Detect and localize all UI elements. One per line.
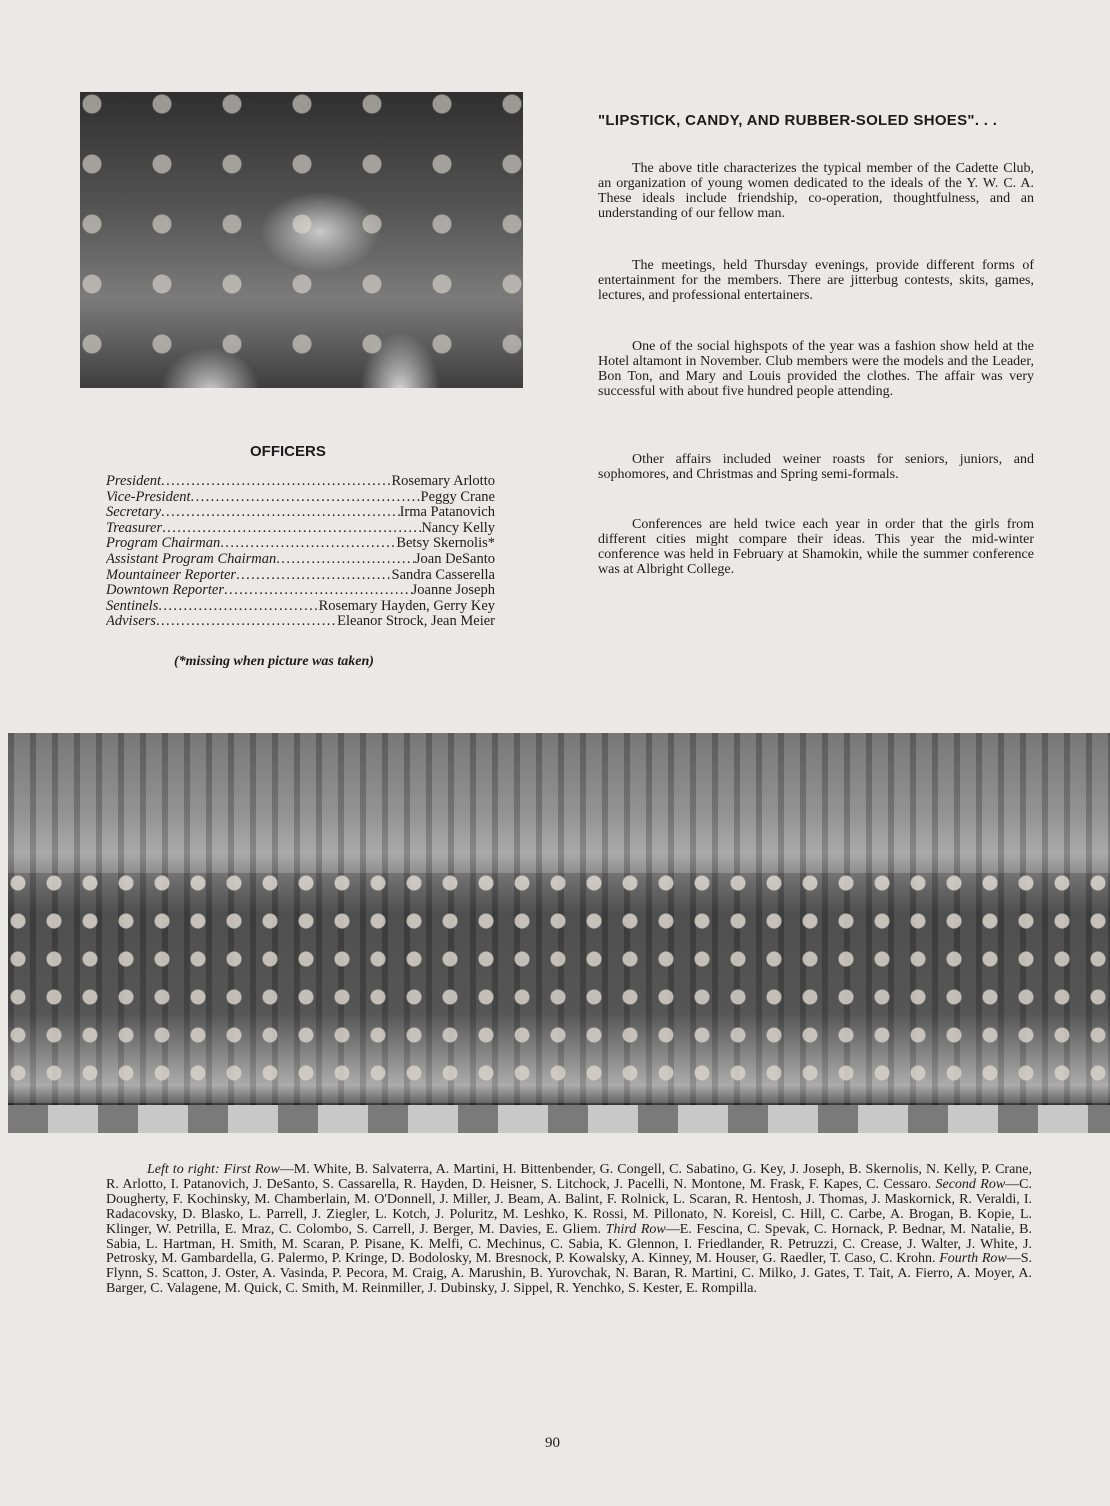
- officer-row: [106, 505, 495, 521]
- article-paragraph: Conferences are held twice each year in order that the girls from different cities might compare their ideas. This year the mid-winter conference was held in February at Shamokin, while the summer conference was at Albright College.: [598, 517, 1034, 577]
- officer-name: Rosemary Arlotto: [391, 474, 495, 489]
- officer-role: Assistant Program Chairman: [106, 551, 277, 567]
- caption-row-label: Third Row: [605, 1221, 666, 1237]
- caption-row-names: E. Fescina, C. Spevak, C. Hornack, P. Bednar, M. Natalie, B. Sabia, L. Hartman, H. Smith, M. Scaran, P. Pisane, K. Melfi, C. Mechinus, C. Sabia, K. Glennon, I. Friedlander, R. Petruzzi, C. Crease, J. Walter, J. White, J. Petrosky, M. Gambardella, G. Palermo, P. Kringe, D. Bodolosky, M. Bresnock, P. Kowalsky, A. Kinney, M. Houser, G. Raedler, T. Caso, C. Krohn.: [106, 1221, 1033, 1267]
- article-paragraph: Other affairs included weiner roasts for seniors, juniors, and sophomores, and Christmas and Spring semi-formals.: [598, 452, 1034, 482]
- officer-row: [106, 568, 495, 584]
- caption-row-names: M. White, B. Salvaterra, A. Martini, H. Bittenbender, G. Congell, C. Sabatino, G. Key, J. Joseph, B. Skernolis, N. Kelly, P. Crane, R. Arlotto, I. Patanovich, J. DeSanto, S. Cassarella, R. Hayden, D. Heisner, S. Litchock, J. Pacelli, N. Montone, M. Frask, F. Kapes, C. Cessaro.: [106, 1162, 1032, 1192]
- officer-role: Vice-President: [106, 489, 191, 505]
- officer-name: Betsy Skernolis*: [396, 536, 495, 552]
- officer-role: Sentinels: [106, 598, 159, 614]
- officer-role: Program Chairman: [106, 536, 221, 552]
- officer-name: Peggy Crane: [420, 489, 495, 505]
- caption-lead: Left to right:: [147, 1162, 220, 1177]
- caption-row-label: Fourth Row: [939, 1251, 1007, 1267]
- officer-name: Rosemary Hayden, Gerry Key: [318, 598, 495, 614]
- officer-role: Downtown Reporter: [106, 583, 225, 599]
- officer-name: Nancy Kelly: [421, 520, 495, 536]
- officer-row: [106, 490, 495, 506]
- officer-name: Joanne Joseph: [411, 583, 495, 599]
- officer-row: [106, 583, 495, 599]
- caption-row-names: S. Flynn, S. Scatton, J. Oster, A. Vasinda, P. Pecora, M. Craig, A. Marushin, B. Yurovchak, N. Baran, R. Martini, C. Milko, J. Gates, T. Tait, A. Fierro, A. Moyer, A. Barger, C. Valagene, M. Quick, C. Smith, M. Reinmiller, J. Dubinsky, J. Sippel, R. Yenchko, S. Kester, E. Rompilla.: [106, 1251, 1033, 1297]
- officers-note: (*missing when picture was taken): [174, 654, 374, 669]
- article-title: "LIPSTICK, CANDY, AND RUBBER-SOLED SHOES". . .: [598, 112, 998, 129]
- officer-row: [106, 474, 495, 490]
- officer-name: Joan DeSanto: [414, 551, 495, 567]
- officer-role: Mountaineer Reporter: [106, 567, 237, 583]
- officer-row: [106, 521, 495, 537]
- officer-row: [106, 552, 495, 568]
- officers-list: [106, 474, 495, 630]
- officer-name: Sandra Casserella: [391, 567, 495, 583]
- article-paragraph: One of the social highspots of the year was a fashion show held at the Hotel altamont in November. Club members were the models and the Leader, Bon Ton, and Mary and Louis provided the clothes. The affair was very successful with about five hundred people attending.: [598, 339, 1034, 399]
- officer-role: Advisers: [106, 614, 156, 630]
- caption-row-label: First Row: [223, 1162, 280, 1177]
- officers-heading: OFFICERS: [250, 443, 326, 460]
- article-paragraph: The meetings, held Thursday evenings, provide different forms of entertainment for the members. There are jitterbug contests, skits, games, lectures, and professional entertainers.: [598, 258, 1034, 303]
- caption-row-label: Second Row: [935, 1176, 1006, 1192]
- article-paragraph: The above title characterizes the typical member of the Cadette Club, an organization of young women dedicated to the ideals of the Y. W. C. A. These ideals include friendship, co-operation, thoughtfulness, and an understanding of our fellow man.: [598, 161, 1034, 221]
- officer-name: Irma Patanovich: [399, 505, 495, 521]
- page-number: 90: [545, 1435, 560, 1451]
- officer-row: [106, 599, 495, 615]
- group-photo: [8, 733, 1110, 1133]
- officer-role: President: [106, 474, 162, 489]
- officer-row: [106, 536, 495, 552]
- officer-name: Eleanor Strock, Jean Meier: [337, 614, 495, 630]
- caption-row-names: C. Dougherty, F. Kochinsky, M. Chamberlain, M. O'Donnell, J. Miller, J. Beam, A. Balint, F. Rolnick, L. Scaran, R. Hentosh, J. Thomas, J. Maskornick, R. Veraldi, I. Radacovsky, D. Blasko, L. Parrell, J. Ziegler, L. Kotch, J. Poluritz, M. Leshko, K. Rossi, M. Pillonato, N. Koreisl, C. Hill, C. Carbe, A. Brogan, B. Kopie, L. Klinger, W. Petrilla, E. Mraz, C. Colombo, S. Carrell, J. Berger, M. Davies, E. Gliem.: [106, 1176, 1032, 1237]
- officers-photo: [80, 92, 523, 388]
- officer-role: Secretary: [106, 505, 162, 521]
- officer-row: [106, 614, 495, 630]
- officer-role: Treasurer: [106, 520, 163, 536]
- photo-caption: Left to right: First Row—M. White, B. Salvaterra, A. Martini, H. Bittenbender, G. Congell, C. Sabatino, G. Key, J. Joseph, B. Skernolis, N. Kelly, P. Crane, R. Arlotto, I. Patanovich, J. DeSanto, S. Cassarella, R. Hayden, D. Heisner, S. Litchock, J. Pacelli, N. Montone, M. Frask, F. Kapes, C. Cessaro. Second Row—C. Dougherty, F. Kochinsky, M. Chamberlain, M. O'Donnell, J. Miller, J. Beam, A. Balint, F. Rolnick, L. Scaran, R. Hentosh, J. Thomas, J. Maskornick, R. Veraldi, I. Radacovsky, D. Blasko, L. Parrell, J. Ziegler, L. Kotch, J. Poluritz, M. Leshko, K. Rossi, M. Pillonato, N. Koreisl, C. Hill, C. Carbe, A. Brogan, B. Kopie, L. Klinger, W. Petrilla, E. Mraz, C. Colombo, S. Carrell, J. Berger, M. Davies, E. Gliem. Third Row—E. Fescina, C. Spevak, C. Hornack, P. Bednar, M. Natalie, B. Sabia, L. Hartman, H. Smith, M. Scaran, P. Pisane, K. Melfi, C. Mechinus, C. Sabia, K. Glennon, I. Friedlander, R. Petruzzi, C. Crease, J. Walter, J. White, J. Petrosky, M. Gambardella, G. Palermo, P. Kringe, D. Bodolosky, M. Bresnock, P. Kowalsky, A. Kinney, M. Houser, G. Raedler, T. Caso, C. Krohn. Fourth Row—S. Flynn, S. Scatton, J. Oster, A. Vasinda, P. Pecora, M. Craig, A. Marushin, B. Yurovchak, N. Baran, R. Martini, C. Milko, J. Gates, T. Tait, A. Fierro, A. Moyer, A. Barger, C. Valagene, M. Quick, C. Smith, M. Reinmiller, J. Dubinsky, J. Sippel, R. Yenchko, S. Kester, E. Rompilla.: [106, 1162, 1033, 1297]
